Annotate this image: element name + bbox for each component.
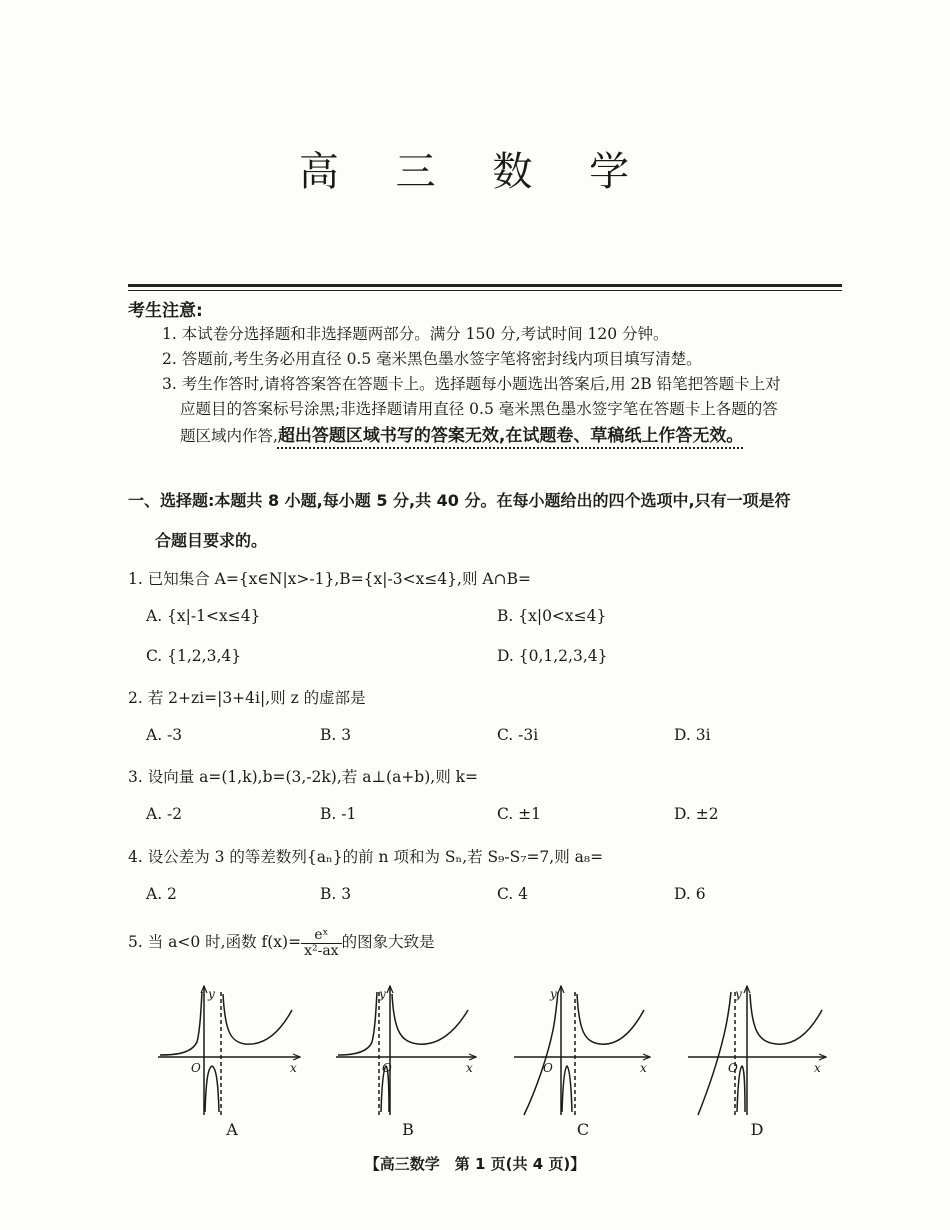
question-5-stem-pre: 5. 当 a<0 时,函数 f(x)= xyxy=(128,933,302,952)
question-5-fraction xyxy=(301,928,341,958)
graph-d xyxy=(688,986,826,1115)
graph-b-label: B xyxy=(402,1120,414,1139)
notice-emphasis: 超出答题区域书写的答案无效,在试题卷、草稿纸上作答无效。 xyxy=(277,426,744,446)
graph-a-y-label: y xyxy=(208,987,215,1001)
graph-a-label: A xyxy=(226,1120,238,1139)
graph-d-left-branch xyxy=(698,992,731,1115)
page-footer: 【高三数学 第 1 页(共 4 页)】 xyxy=(364,1155,586,1173)
graph-c-x-label: x xyxy=(640,1061,647,1075)
question-1-option-d: D. {0,1,2,3,4} xyxy=(497,647,608,665)
question-3-option-a: A. -2 xyxy=(146,805,183,823)
graph-c-y-label: y xyxy=(550,987,557,1001)
graph-d-right-branch xyxy=(750,994,822,1044)
graph-d-mid-branch xyxy=(737,1066,745,1112)
question-4-option-d: D. 6 xyxy=(674,885,706,903)
notice-item-3-end xyxy=(180,424,743,449)
notice-item-3-tail: 题区域内作答, xyxy=(180,427,278,445)
function-graphs xyxy=(150,980,840,1120)
graph-a-right-branch xyxy=(223,994,292,1044)
graph-b-left-branch xyxy=(338,992,377,1055)
graph-b xyxy=(336,986,476,1115)
graph-c-origin-label: O xyxy=(543,1061,553,1075)
fraction-denominator: x²-ax xyxy=(304,942,339,959)
graph-d-x-label: x xyxy=(814,1061,821,1075)
question-1-option-c: C. {1,2,3,4} xyxy=(146,647,242,665)
question-2-option-d: D. 3i xyxy=(674,726,711,744)
question-4-option-c: C. 4 xyxy=(497,885,529,903)
fraction-numerator: eˣ xyxy=(301,928,341,944)
question-3-option-b: B. -1 xyxy=(320,805,357,823)
graph-b-right-branch xyxy=(392,994,468,1044)
graph-d-origin-label: O xyxy=(728,1061,738,1075)
graph-c-right-branch xyxy=(577,994,644,1044)
graph-a-left-branch xyxy=(160,992,202,1055)
question-1-option-a: A. {x|-1<x≤4} xyxy=(146,607,261,625)
graph-b-y-label: y xyxy=(379,987,386,1001)
question-3-option-d: D. ±2 xyxy=(674,805,719,823)
question-3-stem: 3. 设向量 a=(1,k),b=(3,-2k),若 a⊥(a+b),则 k= xyxy=(128,768,479,786)
question-1-stem: 1. 已知集合 A={x∈N|x>-1},B={x|-3<x≤4},则 A∩B= xyxy=(128,570,531,588)
question-5-stem xyxy=(128,928,435,958)
question-4-option-a: A. 2 xyxy=(146,885,177,903)
question-4-stem: 4. 设公差为 3 的等差数列{aₙ}的前 n 项和为 Sₙ,若 S₉-S₇=7,则 a₈= xyxy=(128,848,604,866)
question-5-stem-post: 的图象大致是 xyxy=(341,933,435,952)
question-4-option-b: B. 3 xyxy=(320,885,352,903)
graph-c xyxy=(514,986,650,1115)
graph-d-label: D xyxy=(750,1120,764,1139)
notice-item-3: 3. 考生作答时,请将答案答在答题卡上。选择题每小题选出答案后,用 2B 铅笔把答题卡上对 xyxy=(162,375,781,393)
graph-c-left-branch xyxy=(524,992,558,1115)
graph-c-mid-branch xyxy=(562,1066,572,1112)
question-2-option-b: B. 3 xyxy=(320,726,352,744)
notice-item-3-cont: 应题目的答案标号涂黑;非选择题请用直径 0.5 毫米黑色墨水签字笔在答题卡上各题的答 xyxy=(180,400,778,418)
graph-d-y-label: y xyxy=(735,987,742,1001)
notice-item-1: 1. 本试卷分选择题和非选择题两部分。满分 150 分,考试时间 120 分钟。 xyxy=(162,325,669,343)
graph-a-mid-branch xyxy=(205,1066,219,1112)
graph-a xyxy=(158,986,300,1115)
question-1-option-b: B. {x|0<x≤4} xyxy=(497,607,607,625)
header-rule-thick xyxy=(128,284,842,287)
question-2-option-a: A. -3 xyxy=(146,726,183,744)
header-rule-thin xyxy=(128,290,842,291)
notice-heading: 考生注意: xyxy=(128,301,203,321)
graph-c-label: C xyxy=(576,1120,590,1139)
graph-a-x-label: x xyxy=(290,1061,297,1075)
notice-item-2: 2. 答题前,考生务必用直径 0.5 毫米黑色墨水签字笔将密封线内项目填写清楚。 xyxy=(162,350,702,368)
question-2-stem: 2. 若 2+zi=|3+4i|,则 z 的虚部是 xyxy=(128,689,366,707)
graph-b-x-label: x xyxy=(466,1061,473,1075)
section-heading: 一、选择题:本题共 8 小题,每小题 5 分,共 40 分。在每小题给出的四个选项中,只有一项是符 xyxy=(128,491,791,510)
question-3-option-c: C. ±1 xyxy=(497,805,542,823)
page-title: 高 三 数 学 xyxy=(298,149,652,195)
section-heading-cont: 合题目要求的。 xyxy=(155,531,268,550)
graph-a-origin-label: O xyxy=(191,1061,201,1075)
graph-b-origin-label: O xyxy=(382,1061,392,1075)
question-2-option-c: C. -3i xyxy=(497,726,539,744)
